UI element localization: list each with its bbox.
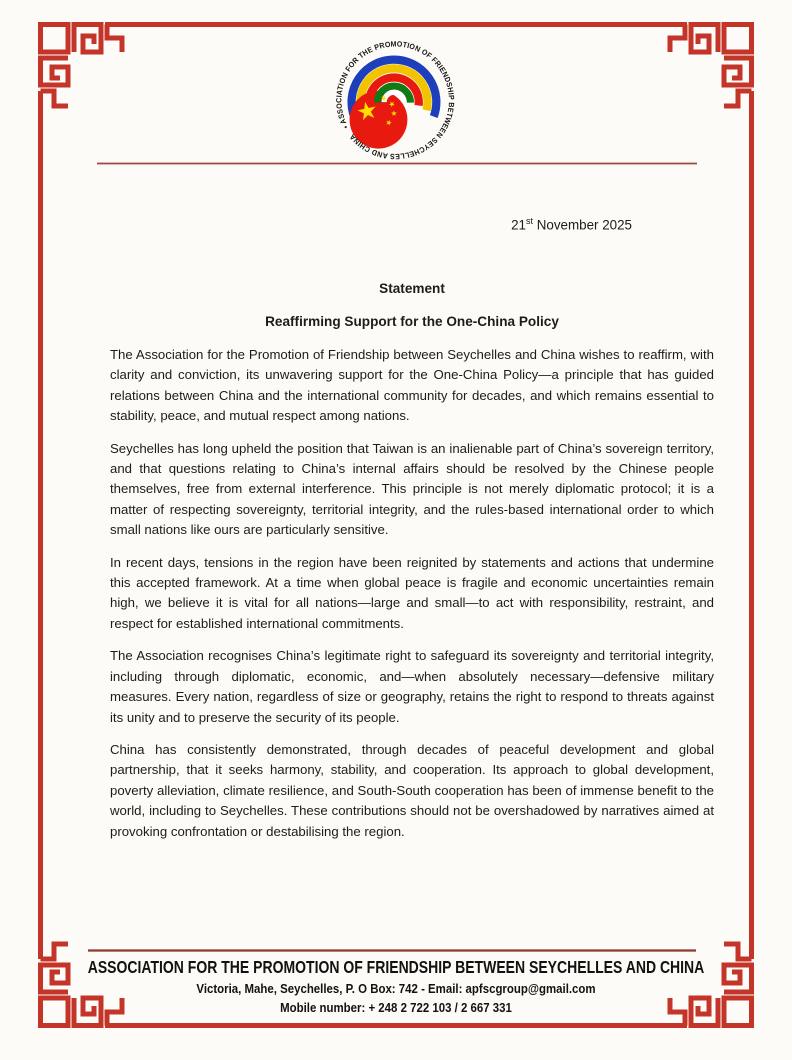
paragraph-4: The Association recognises China’s legitimate right to safeguard its sovereignty and territorial integrity, including through diplomatic, economic, and—when absolutely necessary—defensive military measures. Every nation, regardless of size or geography, retains the right to respond to threats against its unity and to preserve the security of its people. bbox=[110, 648, 714, 725]
association-logo bbox=[328, 38, 462, 162]
paragraph-5: China has consistently demonstrated, through decades of peaceful development and global partnership, that it seeks harmony, stability, and cooperation. Its approach to global development, poverty alleviation, climate resilience, and South-South cooperation has been of immense benefit to the world, including to Seychelles. These contributions should not be overshadowed by narratives aimed at provoking confrontation or destabilising the region. bbox=[110, 741, 714, 839]
paragraph-3: In recent days, tensions in the region have been reignited by statements and actions that undermine this accepted framework. At a time when global peace is fragile and economic uncertainties remain high, we believe it is vital for all nations—large and small—to act with responsibility, restraint, and respect for established international commitments. bbox=[110, 554, 714, 631]
corner-ornament-top-left bbox=[41, 25, 123, 107]
paragraph-2: Seychelles has long upheld the position that Taiwan is an inalienable part of China’s sovereign territory, and that questions relating to China’s internal affairs should be resolved by the Chinese people themselves, free from external interference. This principle is not merely diplomatic protocol; it is a matter of respecting sovereignty, territorial integrity, and the rules-based international order to which small nations like ours are particularly sensitive. bbox=[110, 440, 714, 538]
footer-address-line: Victoria, Mahe, Seychelles, P. O Box: 742 - Email: apfscgroup@gmail.com bbox=[196, 981, 596, 996]
corner-ornament-top-right bbox=[670, 25, 752, 107]
logo-circular-text: • ASSOCIATION FOR THE PROMOTION OF FRIENDSHIP BETWEEN SEYCHELLES AND CHINA bbox=[334, 39, 456, 162]
date-ordinal: st bbox=[525, 216, 533, 226]
document-title: Statement bbox=[379, 281, 445, 296]
letterhead-footer bbox=[0, 957, 792, 1016]
date-rest: November 2025 bbox=[533, 217, 632, 233]
footer-mobile-line: Mobile number: + 248 2 722 103 / 2 667 331 bbox=[280, 1000, 512, 1015]
date-day: 21 bbox=[511, 217, 526, 233]
document-subtitle: Reaffirming Support for the One-China Policy bbox=[265, 314, 559, 329]
footer-org-name: ASSOCIATION FOR THE PROMOTION OF FRIENDSHIP BETWEEN SEYCHELLES AND CHINA bbox=[87, 957, 705, 977]
paragraph-1: The Association for the Promotion of Friendship between Seychelles and China wishes to reaffirm, with clarity and conviction, its unwavering support for the One-China Policy—a principle that has guided relations between China and the international community for decades, and which remains essential to stability, peace, and mutual respect among nations. bbox=[110, 347, 714, 424]
